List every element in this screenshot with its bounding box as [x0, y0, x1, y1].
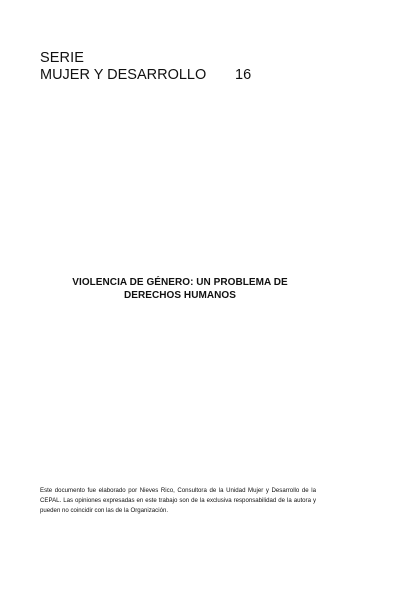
series-name: MUJER Y DESARROLLO — [40, 67, 207, 83]
series-label: SERIE — [40, 50, 85, 66]
authorship-disclaimer: Este documento fue elaborado por Nieves Rico, Consultora de la Unidad Mujer y Desarrollo de la CEPAL. Las opiniones expresadas en este trabajo son de la exclusiva responsabilidad de la autora y pueden no coincidir con las de la Organización. — [40, 487, 316, 514]
document-title: VIOLENCIA DE GÉNERO: UN PROBLEMA DE DERECHOS HUMANOS — [72, 277, 288, 301]
series-header — [40, 50, 280, 84]
series-row — [40, 67, 280, 84]
series-number: 16 — [235, 67, 252, 83]
